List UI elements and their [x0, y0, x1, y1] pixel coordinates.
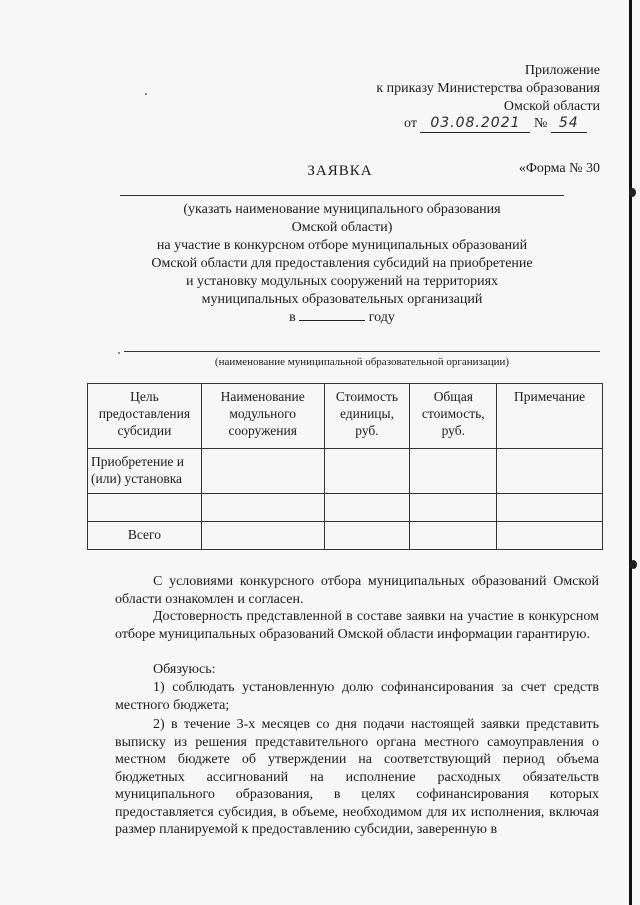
header-cell-total-cost: Общая стоимость, руб.: [410, 384, 497, 449]
table-cell: [201, 494, 324, 522]
table-total-row: [88, 522, 603, 550]
subtitle-line-3: и установку модульных сооружений на территориях: [185, 274, 499, 289]
subsidy-table: [87, 383, 603, 550]
header-cell-note: Примечание: [497, 384, 603, 449]
year-blank: [299, 320, 365, 321]
paragraph-reliability: Достоверность представленной в составе заявки на участие в конкурсном отборе муниципальных образований Омской области информации гарантирую.: [115, 609, 599, 642]
appendix-label: Приложение: [524, 63, 600, 78]
number-sign: №: [533, 116, 548, 131]
table-row: [88, 494, 603, 522]
table-cell: [410, 449, 497, 494]
table-cell: [201, 522, 324, 550]
scan-edge-mark: [630, 560, 637, 569]
table-cell: [497, 522, 603, 550]
organization-hint: (наименование муниципальной образовательной организации): [214, 356, 510, 368]
order-reference: к приказу Министерства образования: [376, 81, 600, 96]
subtitle-line-4: муниципальных образовательных организаций: [201, 292, 483, 307]
table-cell: [201, 449, 324, 494]
table-cell: [88, 494, 202, 522]
header-cell-goal: Цель предоставления субсидии: [88, 384, 202, 449]
scan-edge-mark: [629, 188, 636, 197]
municipality-hint-line-1: (указать наименование муниципального образования: [183, 202, 501, 217]
organization-fill-line: [124, 351, 600, 352]
region-name: Омской области: [503, 99, 600, 114]
form-number: «Форма № 30: [518, 161, 600, 176]
scan-speck: [145, 93, 147, 95]
scan-speck: [118, 352, 120, 354]
municipality-hint-line-2: Омской области): [291, 220, 393, 235]
paragraph-item-2: 2) в течение 3-х месяцев со дня подачи настоящей заявки представить выписку из решения представительного органа местного самоуправления о местном бюджете об утверждении на соответствующий период объема бюджетных ассигнований на исполнение расходных обязательств муниципального образования, в целях софинансирования которых предоставляется субсидия, в объеме, необходимом для их исполнения, включая размер планируемой к предоставлению субсидии, заверенную в: [115, 717, 599, 837]
paragraph-conditions: С условиями конкурсного отбора муниципальных образований Омской области ознакомлен и согласен.: [115, 574, 599, 607]
table-cell: [324, 449, 410, 494]
scan-edge-line: [629, 0, 632, 905]
paragraph-obligation: Обязуюсь:: [153, 662, 216, 677]
table-cell: [410, 522, 497, 550]
header-cell-unit-cost: Стоимость единицы, руб.: [324, 384, 410, 449]
subtitle-line-2: Омской области для предоставления субсидий на приобретение: [151, 256, 533, 271]
paragraph-item-1: 1) соблюдать установленную долю софинансирования за счет средств местного бюджета;: [115, 680, 599, 713]
year-suffix: году: [368, 310, 395, 325]
table-cell: [497, 449, 603, 494]
date-prefix: от: [404, 116, 417, 131]
table-cell: [410, 494, 497, 522]
table-cell: [324, 494, 410, 522]
table-cell: [497, 494, 603, 522]
handwritten-number: 54: [551, 115, 587, 133]
table-header-row: [88, 384, 603, 449]
year-line: [110, 309, 574, 326]
table-cell-total-label: Всего: [88, 522, 202, 550]
header-cell-structure: Наименование модульного сооружения: [201, 384, 324, 449]
document-title: ЗАЯВКА: [307, 163, 373, 179]
subtitle-line-1: на участие в конкурсном отборе муниципальных образований: [156, 238, 528, 253]
table-cell: [324, 522, 410, 550]
order-date-line: [404, 115, 604, 133]
year-prefix: в: [289, 310, 296, 325]
table-cell-purpose: Приобретение и (или) установка: [88, 449, 202, 494]
table-row: [88, 449, 603, 494]
municipality-fill-line: [120, 195, 564, 196]
handwritten-date: 03.08.2021: [420, 115, 530, 133]
